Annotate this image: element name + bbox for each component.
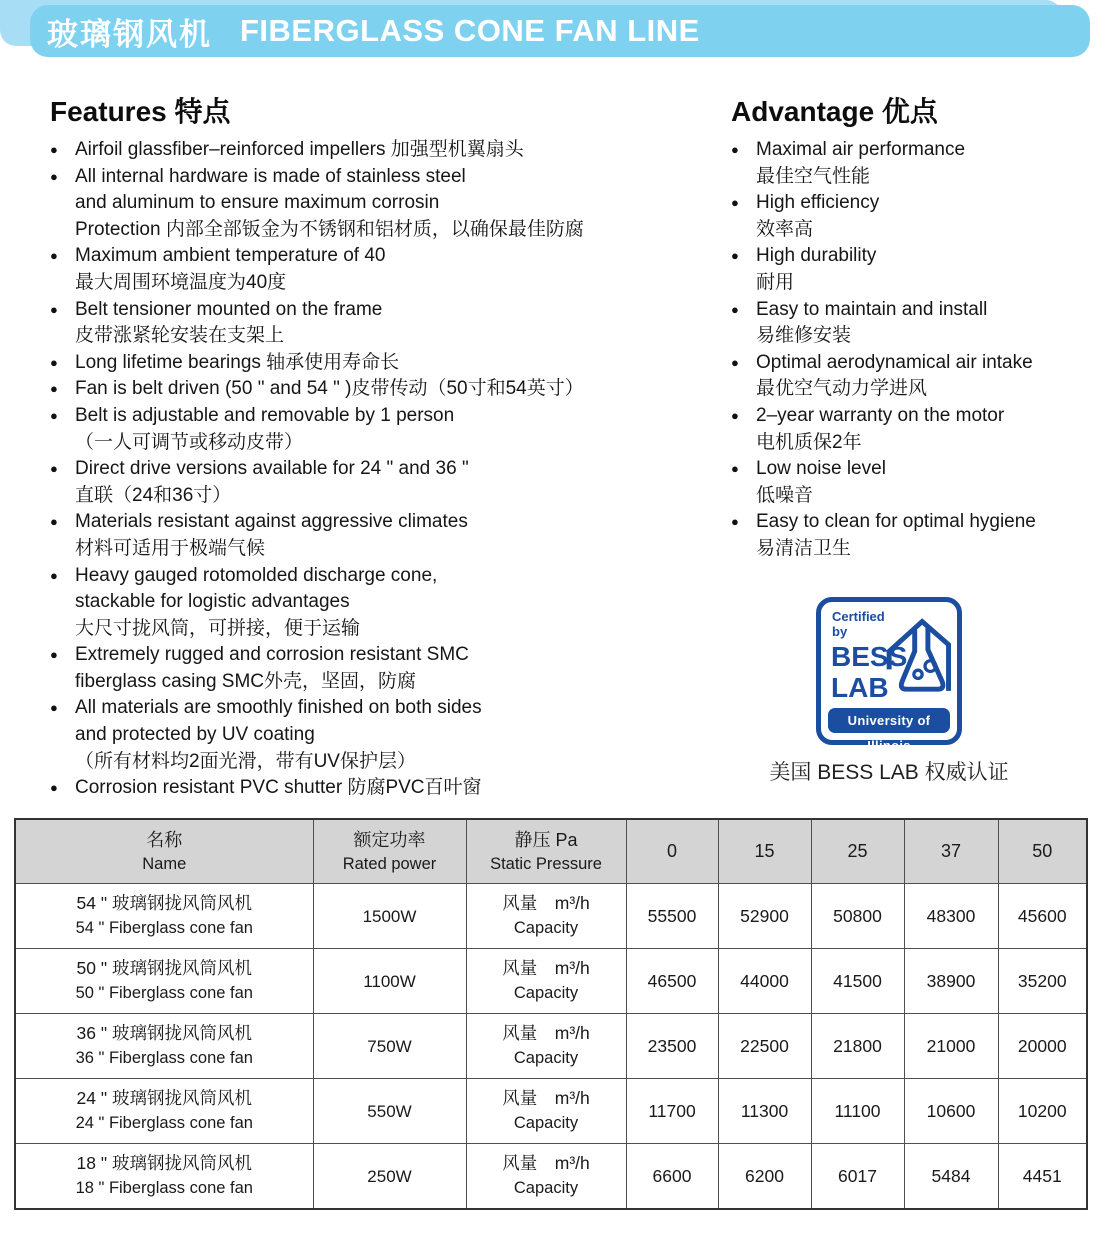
capacity-value-cell-line: 11700: [648, 1100, 696, 1121]
feature-item-line: （所有材料均2面光滑，带有UV保护层）: [75, 750, 416, 772]
spec-table-header: [15, 819, 1087, 884]
capacity-value-cell-line: 45600: [1017, 905, 1067, 926]
capacity-value-cell: [811, 1144, 904, 1210]
feature-item-line: 最大周围环境温度为40度: [75, 271, 287, 293]
capacity-value-cell-line: 50800: [833, 905, 882, 926]
fan-name-cell-line: 36 " Fiberglass cone fan: [75, 1049, 253, 1067]
advantage-item-line: 易清洁卫生: [756, 537, 852, 559]
advantage-item-text: [756, 243, 1076, 296]
advantage-item-line: 最佳空气性能: [756, 165, 871, 187]
rated-power-cell-line: 550W: [367, 1101, 412, 1121]
feature-item-line: Maximum ambient temperature of 40: [75, 245, 386, 267]
feature-item-line: Materials resistant against aggressive climates: [75, 511, 468, 533]
feature-item-line: Long lifetime bearings 轴承使用寿命长: [75, 351, 400, 373]
feature-item-line: and aluminum to ensure maximum corrosin: [75, 192, 440, 214]
capacity-label-cell-line: Capacity: [513, 984, 579, 1002]
capacity-value-cell: [998, 884, 1087, 949]
feature-item-line: 大尺寸拢风筒，可拼接，便于运输: [75, 617, 361, 639]
advantage-item-line: High efficiency: [756, 192, 880, 214]
banner-front-layer: [30, 5, 1090, 57]
capacity-value-cell: [998, 1144, 1087, 1210]
bess-lab-certification-logo: [816, 597, 962, 753]
feature-item-text: [75, 164, 715, 244]
feature-item: [50, 137, 715, 164]
feature-item: [50, 642, 715, 695]
feature-item-line: （一人可调节或移动皮带）: [75, 431, 304, 453]
features-heading: Features 特点: [50, 96, 231, 127]
capacity-value-cell: [811, 949, 904, 1014]
feature-item-line: Belt is adjustable and removable by 1 person: [75, 404, 455, 426]
capacity-value-cell-line: 10600: [926, 1100, 976, 1121]
capacity-value-cell: [626, 1144, 718, 1210]
bullet-icon: ●: [731, 354, 739, 370]
rated-power-cell: [313, 949, 466, 1014]
capacity-value-cell-line: 52900: [740, 905, 789, 926]
capacity-value-cell-line: 21000: [926, 1035, 976, 1056]
page-title-chinese: 玻璃钢风机: [47, 16, 212, 52]
table-row: [15, 949, 1087, 1014]
capacity-label-cell-line: Capacity: [513, 919, 579, 937]
capacity-label-cell: [466, 1079, 626, 1144]
feature-item-text: [75, 509, 715, 562]
pressure-point-header-25: 25: [811, 819, 904, 884]
feature-item-text: [75, 297, 715, 350]
advantage-item-line: 2–year warranty on the motor: [756, 404, 1005, 426]
advantage-item-line: 耐用: [756, 271, 795, 293]
capacity-value-cell: [904, 949, 998, 1014]
capacity-value-cell-line: 38900: [926, 970, 976, 991]
advantage-item-line: Easy to clean for optimal hygiene: [756, 511, 1036, 533]
feature-item: [50, 456, 715, 509]
capacity-label-cell: [466, 1144, 626, 1210]
capacity-value-cell-line: 46500: [647, 970, 697, 991]
feature-item: [50, 509, 715, 562]
feature-item: [50, 164, 715, 244]
capacity-value-cell-line: 21800: [833, 1035, 882, 1056]
bullet-icon: ●: [50, 407, 58, 423]
feature-item-text: [75, 403, 715, 456]
advantage-item-line: 效率高: [756, 218, 814, 240]
bullet-icon: ●: [50, 301, 58, 317]
advantage-item-text: [756, 297, 1076, 350]
capacity-value-cell-line: 20000: [1017, 1035, 1067, 1056]
bullet-icon: ●: [50, 248, 58, 264]
advantage-item-text: [756, 403, 1076, 456]
pressure-point-header-15: 15: [718, 819, 811, 884]
feature-item-line: Fan is belt driven (50 " and 54 " )皮带传动（50寸和54英寸）: [75, 378, 584, 400]
feature-item: [50, 403, 715, 456]
capacity-value-cell: [718, 1014, 811, 1079]
power-header-en: Rated power: [342, 854, 437, 873]
feature-item-text: [75, 376, 715, 403]
capacity-value-cell: [811, 1014, 904, 1079]
capacity-value-cell: [811, 1079, 904, 1144]
capacity-value-cell-line: 11300: [740, 1100, 789, 1121]
feature-item-line: 直联（24和36寸）: [75, 484, 232, 506]
bullet-icon: ●: [731, 461, 739, 477]
table-row: [15, 1079, 1087, 1144]
bullet-icon: ●: [731, 248, 739, 264]
feature-item-line: Direct drive versions available for 24 " and 36 ": [75, 458, 469, 480]
advantage-item: [731, 243, 1076, 296]
bullet-icon: ●: [50, 461, 58, 477]
pressure-header-en: Static Pressure: [490, 854, 602, 873]
feature-item-line: and protected by UV coating: [75, 724, 315, 746]
fan-name-cell-line: 24 " 玻璃钢拢风筒风机: [76, 1088, 252, 1108]
advantage-item-line: High durability: [756, 245, 877, 267]
pressure-point-header-37: 37: [904, 819, 998, 884]
fan-name-cell: [15, 884, 313, 949]
bullet-icon: ●: [731, 142, 739, 157]
feature-item-line: All internal hardware is made of stainless steel: [75, 165, 466, 187]
capacity-value-cell-line: 35200: [1017, 970, 1067, 991]
advantage-item-line: Optimal aerodynamical air intake: [756, 351, 1033, 373]
capacity-value-cell-line: 6200: [745, 1165, 784, 1186]
advantage-item: [731, 190, 1076, 243]
feature-item-text: [75, 137, 715, 164]
capacity-label-cell-line: 风量 m³/h: [502, 893, 590, 913]
capacity-value-cell: [998, 1014, 1087, 1079]
advantage-item-line: 低噪音: [756, 484, 814, 506]
rated-power-cell: [313, 1014, 466, 1079]
capacity-value-cell-line: 4451: [1022, 1165, 1062, 1186]
rated-power-cell-line: 1100W: [363, 971, 416, 991]
feature-item-line: stackable for logistic advantages: [75, 591, 350, 613]
bess-label: BESS: [831, 641, 908, 672]
capacity-value-cell-line: 6600: [652, 1165, 692, 1186]
feature-item-line: 材料可适用于极端气候: [75, 537, 266, 559]
name-header-en: Name: [142, 854, 187, 873]
certified-by-line1: Certified: [832, 609, 885, 624]
bullet-icon: ●: [50, 514, 58, 530]
rated-power-cell-line: 1500W: [362, 906, 417, 926]
fan-name-cell-line: 18 " 玻璃钢拢风筒风机: [76, 1153, 252, 1173]
pressure-point-header-0: 0: [626, 819, 718, 884]
feature-item-text: [75, 350, 715, 377]
capacity-value-cell-line: 48300: [926, 905, 976, 926]
rated-power-cell-line: 250W: [367, 1166, 412, 1186]
feature-item-line: Airfoil glassfiber–reinforced impellers 加强型机翼扇头: [75, 139, 524, 160]
capacity-value-cell: [718, 949, 811, 1014]
fan-name-cell-line: 54 " 玻璃钢拢风筒风机: [76, 893, 252, 913]
fan-name-cell: [15, 949, 313, 1014]
fan-name-cell-line: 18 " Fiberglass cone fan: [75, 1179, 253, 1197]
capacity-value-cell-line: 6017: [838, 1165, 877, 1186]
advantage-item-line: Low noise level: [756, 458, 886, 480]
advantages-heading: Advantage 优点: [731, 96, 938, 127]
bullet-icon: ●: [50, 780, 58, 796]
feature-item-text: [75, 695, 715, 775]
table-row: [15, 1014, 1087, 1079]
fan-name-cell: [15, 1079, 313, 1144]
advantage-item-line: Easy to maintain and install: [756, 298, 988, 320]
flask-in-house-icon: [885, 614, 951, 700]
university-of-illinois-label: University of Illinois: [828, 708, 950, 733]
static-pressure-column-header: [466, 819, 626, 884]
capacity-value-cell: [904, 1079, 998, 1144]
capacity-value-cell: [904, 884, 998, 949]
name-header-zh: 名称: [146, 829, 183, 850]
bullet-icon: ●: [731, 407, 739, 423]
feature-item-text: [75, 642, 715, 695]
bullet-icon: ●: [731, 301, 739, 317]
feature-item-line: fiberglass casing SMC外壳，坚固，防腐: [75, 670, 417, 692]
lab-label: LAB: [831, 672, 889, 703]
advantage-item-text: [756, 137, 1076, 190]
capacity-label-cell: [466, 1014, 626, 1079]
bullet-icon: ●: [50, 700, 58, 716]
capacity-value-cell: [718, 1079, 811, 1144]
bullet-icon: ●: [50, 381, 58, 397]
advantages-list: [731, 137, 1076, 563]
capacity-label-cell-line: Capacity: [513, 1179, 579, 1197]
capacity-value-cell-line: 22500: [740, 1035, 789, 1056]
fan-name-cell-line: 50 " Fiberglass cone fan: [75, 984, 253, 1002]
capacity-value-cell: [626, 884, 718, 949]
capacity-value-cell: [998, 949, 1087, 1014]
fan-name-cell: [15, 1144, 313, 1210]
capacity-label-cell: [466, 884, 626, 949]
capacity-value-cell: [811, 884, 904, 949]
capacity-value-cell: [626, 1014, 718, 1079]
advantage-item-line: 易维修安装: [756, 325, 852, 347]
feature-item: [50, 376, 715, 403]
advantage-item-text: [756, 350, 1076, 403]
capacity-label-cell: [466, 949, 626, 1014]
fan-name-cell-line: 24 " Fiberglass cone fan: [75, 1114, 253, 1132]
bullet-icon: ●: [50, 142, 58, 157]
page-title-english: FIBERGLASS CONE FAN LINE: [240, 13, 700, 48]
advantage-item-line: 电机质保2年: [756, 431, 862, 453]
advantage-item: [731, 509, 1076, 562]
table-row: [15, 884, 1087, 949]
rated-power-cell: [313, 884, 466, 949]
capacity-label-cell-line: Capacity: [513, 1049, 579, 1067]
table-row: [15, 1144, 1087, 1210]
capacity-label-cell-line: 风量 m³/h: [502, 958, 590, 978]
certification-caption: 美国 BESS LAB 权威认证: [769, 761, 1009, 784]
feature-item-line: Corrosion resistant PVC shutter 防腐PVC百叶窗: [75, 777, 482, 799]
capacity-value-cell-line: 41500: [833, 970, 882, 991]
advantage-item-text: [756, 190, 1076, 243]
name-column-header: [15, 819, 313, 884]
capacity-value-cell-line: 23500: [647, 1035, 697, 1056]
feature-item-text: [75, 456, 715, 509]
feature-item: [50, 243, 715, 296]
spec-table-body: [15, 884, 1087, 1210]
advantage-item: [731, 350, 1076, 403]
capacity-value-cell: [626, 1079, 718, 1144]
features-section: [50, 90, 715, 802]
advantage-item-line: 最优空气动力学进风: [756, 378, 928, 400]
capacity-label-cell-line: 风量 m³/h: [502, 1088, 590, 1108]
advantage-item: [731, 137, 1076, 190]
feature-item: [50, 563, 715, 643]
capacity-value-cell: [718, 884, 811, 949]
capacity-value-cell-line: 55500: [647, 905, 697, 926]
capacity-value-cell-line: 11100: [834, 1100, 881, 1121]
advantage-item: [731, 297, 1076, 350]
feature-item: [50, 775, 715, 802]
capacity-value-cell-line: 44000: [740, 970, 789, 991]
features-list: [50, 137, 715, 802]
bullet-icon: ●: [50, 567, 58, 583]
advantage-item: [731, 456, 1076, 509]
fan-name-cell-line: 50 " 玻璃钢拢风筒风机: [76, 958, 252, 978]
certified-by-line2: by: [832, 624, 848, 639]
fan-name-cell-line: 54 " Fiberglass cone fan: [75, 919, 253, 937]
certified-by-label: [832, 609, 885, 639]
fan-name-cell: [15, 1014, 313, 1079]
capacity-label-cell-line: Capacity: [513, 1114, 579, 1132]
feature-item: [50, 350, 715, 377]
fan-name-cell-line: 36 " 玻璃钢拢风筒风机: [76, 1023, 252, 1043]
pressure-header-zh: 静压 Pa: [514, 829, 578, 850]
capacity-value-cell: [904, 1144, 998, 1210]
feature-item-line: Extremely rugged and corrosion resistant SMC: [75, 644, 469, 666]
bullet-icon: ●: [731, 195, 739, 211]
feature-item-line: Belt tensioner mounted on the frame: [75, 298, 383, 320]
bullet-icon: ●: [50, 168, 58, 184]
rated-power-cell: [313, 1144, 466, 1210]
capacity-value-cell-line: 10200: [1017, 1100, 1067, 1121]
rated-power-column-header: [313, 819, 466, 884]
power-header-zh: 额定功率: [353, 829, 426, 850]
feature-item: [50, 297, 715, 350]
capacity-value-cell: [998, 1079, 1087, 1144]
advantages-section: [731, 90, 1076, 563]
feature-item-line: 皮带涨紧轮安装在支架上: [75, 325, 285, 347]
pressure-point-header-50: 50: [998, 819, 1087, 884]
bullet-icon: ●: [731, 514, 739, 530]
capacity-label-cell-line: 风量 m³/h: [502, 1023, 590, 1043]
rated-power-cell: [313, 1079, 466, 1144]
spec-table: [14, 818, 1088, 1210]
feature-item-line: All materials are smoothly finished on both sides: [75, 697, 482, 719]
advantage-item: [731, 403, 1076, 456]
feature-item-text: [75, 775, 715, 802]
advantage-item-line: Maximal air performance: [756, 139, 966, 160]
rated-power-cell-line: 750W: [367, 1036, 412, 1056]
capacity-value-cell: [626, 949, 718, 1014]
capacity-label-cell-line: 风量 m³/h: [502, 1153, 590, 1173]
header-row: [15, 819, 1087, 884]
feature-item-text: [75, 243, 715, 296]
feature-item-line: Heavy gauged rotomolded discharge cone,: [75, 564, 438, 586]
feature-item-line: Protection 内部全部钣金为不锈钢和铝材质，以确保最佳防腐: [75, 218, 584, 240]
capacity-value-cell: [718, 1144, 811, 1210]
advantage-item-text: [756, 456, 1076, 509]
bullet-icon: ●: [50, 354, 58, 370]
feature-item-text: [75, 563, 715, 643]
capacity-value-cell-line: 5484: [931, 1165, 971, 1186]
capacity-value-cell: [904, 1014, 998, 1079]
advantage-item-text: [756, 509, 1076, 562]
feature-item: [50, 695, 715, 775]
bullet-icon: ●: [50, 647, 58, 663]
